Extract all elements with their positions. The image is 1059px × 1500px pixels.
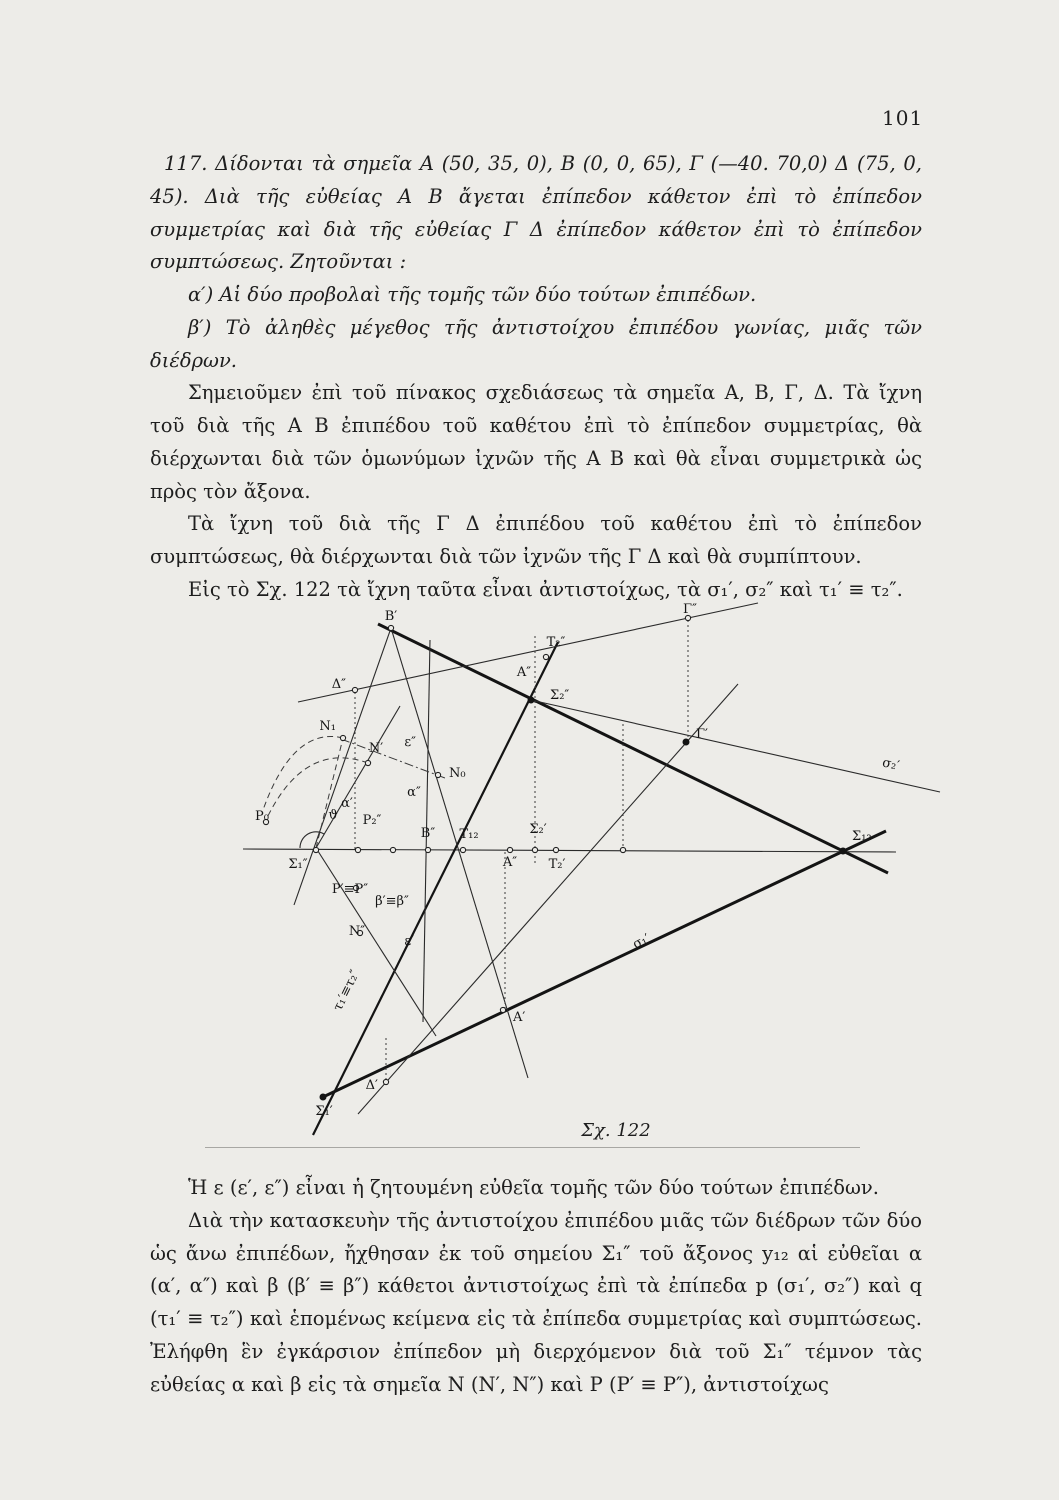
figure-122: [238, 600, 950, 1150]
figure-label-Delta-first: Δ′: [365, 1078, 378, 1093]
figure-diagram: [238, 600, 950, 1150]
figure-label-P2-second: Ρ₂″: [362, 813, 382, 828]
figure-label-N1: Ν₁: [319, 719, 336, 734]
projection-lines: [294, 603, 940, 1114]
figure-label-theta: ϑ: [328, 808, 338, 823]
figure-label-epsilon-first: ε′: [404, 934, 414, 949]
figure-label-B-second: Β′: [384, 609, 398, 624]
figure-label-P0: Ρ₀: [255, 809, 269, 824]
figure-label-Gamma-first: Γ′: [696, 727, 708, 742]
figure-label-Sigma2-first: Σ₂′: [529, 822, 547, 837]
figure-label-A-second-axis: Α″: [502, 855, 518, 870]
solution-paragraph-4: Ἡ ε (ε′, ε″) εἶναι ἡ ζητουμένη εὐθεῖα τομῆς τῶν δύο τούτων ἐπιπέδων.: [188, 1176, 879, 1199]
page-number: 101: [882, 106, 924, 130]
problem-statement: 117. Δίδονται τὰ σημεῖα Α (50, 35, 0), Β (0, 0, 65), Γ (—40. 70,0) Δ (75, 0, 45). Διὰ τῆς εὐθείας Α Β ἄγεται ἐπίπεδον κάθετον ἐπὶ τὸ ἐπίπεδον συμμετρίας καὶ διὰ τῆς εὐθείας Γ Δ ἐπίπεδον κάθετον ἐπὶ τὸ ἐπίπεδον συμπτώσεως. Ζητοῦνται :: [150, 152, 922, 274]
figure-label-T12: Τ₁₂: [459, 827, 479, 842]
figure-label-A-first: Α′: [513, 1010, 526, 1025]
figure-label-sigma2-line: σ₂′: [880, 755, 901, 774]
figure-label-Sigma12: Σ₁₂: [852, 829, 872, 844]
figure-label-Sigma1-first: Σ₁′: [315, 1104, 333, 1119]
figure-label-Gamma-second: Γ″: [683, 602, 697, 617]
figure-label-tau-line: τ₁′≡τ₂″: [330, 967, 364, 1014]
solution-paragraph-1: Σημειοῦμεν ἐπὶ τοῦ πίνακος σχεδιάσεως τὰ σημεῖα Α, Β, Γ, Δ. Τὰ ἴχνη τοῦ διὰ τῆς Α Β ἐπιπέδου τοῦ καθέτου ἐπὶ τὸ ἐπίπεδον συμμετρίας, θὰ διέρχωνται διὰ τῶν ὁμωνύμων ἰχνῶν τῆς Α Β καὶ θὰ εἶναι συμμετρικὰ ὡς πρὸς τὸν ἄξονα.: [150, 381, 922, 503]
figure-label-beta-coincide: β′≡β″: [375, 894, 409, 909]
figure-label-A-second-top: Α″: [516, 665, 532, 680]
discussion-text-block: [150, 1172, 922, 1401]
figure-label-N-prime: Ν′: [368, 741, 384, 756]
figure-label-N0: Ν₀: [449, 766, 466, 781]
problem-text-block: [150, 148, 922, 607]
question-b: β′) Τὸ ἀληθὲς μέγεθος τῆς ἀντιστοίχου ἐπιπέδου γωνίας, μιᾶς τῶν διέδρων.: [150, 315, 922, 372]
figure-label-Delta-second: Δ″: [331, 677, 346, 692]
question-a: α′) Αἱ δύο προβολαὶ τῆς τομῆς τῶν δύο τούτων ἐπιπέδων.: [188, 283, 757, 306]
figure-label-B-first: Β″: [420, 826, 436, 841]
figure-label-T2-first: Τ₂′: [548, 857, 566, 872]
figure-label-alpha-second: α″: [407, 785, 421, 800]
section-separator: [205, 1147, 860, 1148]
figure-label-T2-second: Τ₂″: [546, 635, 566, 650]
solution-paragraph-2: Τὰ ἴχνη τοῦ διὰ τῆς Γ Δ ἐπιπέδου τοῦ καθέτου ἐπὶ τὸ ἐπίπεδον συμπτώσεως, θὰ διέρχωνται διὰ τῶν ἰχνῶν τῆς Γ Δ καὶ θὰ συμπίπτουν.: [150, 512, 922, 568]
figure-label-Sigma2-second: Σ₂″: [550, 688, 570, 703]
figure-caption: Σχ. 122: [581, 1120, 651, 1141]
trace-sigma1-line: [323, 831, 886, 1097]
figure-label-epsilon-second: ε″: [404, 735, 416, 750]
figure-label-Sigma1-second: Σ₁″: [288, 857, 308, 872]
solution-paragraph-3: Εἰς τὸ Σχ. 122 τὰ ἴχνη ταῦτα εἶναι ἀντιστοίχως, τὰ σ₁′, σ₂″ καὶ τ₁′ ≡ τ₂″.: [188, 577, 903, 601]
solution-paragraph-5: Διὰ τὴν κατασκευὴν τῆς ἀντιστοίχου ἐπιπέδου μιᾶς τῶν διέδρων τῶν δύο ὡς ἄνω ἐπιπέδων, ἤχθησαν ἐκ τοῦ σημείου Σ₁″ τοῦ ἄξονος y₁₂ αἱ εὐθεῖαι α (α′, α″) καὶ β (β′ ≡ β″) κάθετοι ἀντιστοίχως ἐπὶ τὰ ἐπίπεδα p (σ₁′, σ₂″) καὶ q (τ₁′ ≡ τ₂″) καὶ ἑπομένως κείμενα εἰς τὰ ἐπίπεδα συμμετρίας καὶ συμπτώσεως. Ἐλήφθη ἓν ἐγκάρσιον ἐπίπεδον μὴ διερχόμενον διὰ τοῦ Σ₁″ τέμνον τὰς εὐθείας α καὶ β εἰς τὰ σημεῖα Ν (Ν′, Ν″) καὶ Ρ (Ρ′ ≡ Ρ″), ἀντιστοίχως: [150, 1208, 922, 1396]
axis-line: [243, 849, 896, 852]
figure-label-sigma1-line: σ₁′: [630, 931, 653, 953]
figure-label-N-second: Ν″: [348, 924, 366, 939]
figure-label-alpha-first: α′: [341, 796, 353, 811]
figure-label-P-coincide: Ρ′≡Ρ″: [331, 882, 369, 897]
